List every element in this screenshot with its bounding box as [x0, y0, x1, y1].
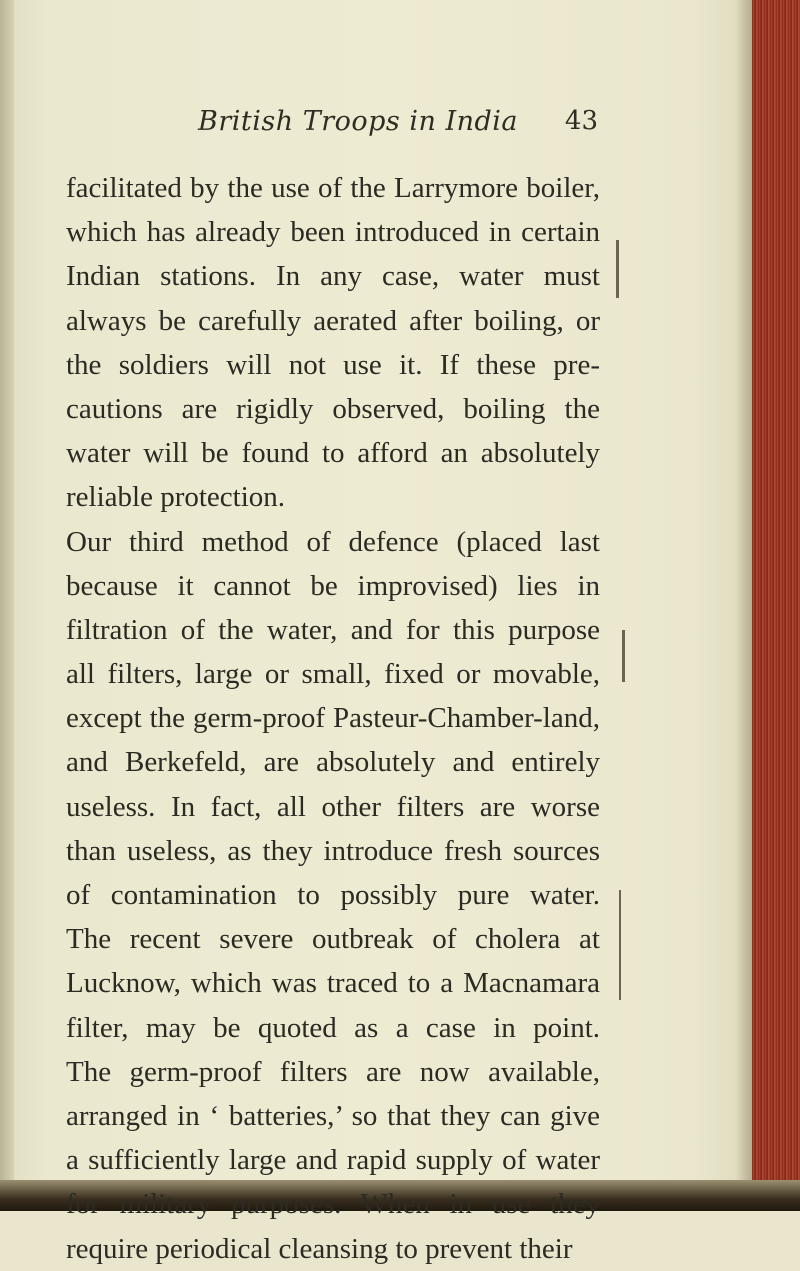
text-line: arranged in ‘ batteries,’ so that they can give	[66, 1099, 600, 1132]
text-line: which has already been introduced in certain	[66, 216, 600, 249]
text-line: The germ-proof filters are now available,	[66, 1055, 600, 1088]
text-line: filter, may be quoted as a case in point.	[66, 1011, 600, 1044]
text-line: for military purposes. When in use they	[66, 1188, 600, 1221]
text-line: and Berkefeld, are absolutely and entirely	[66, 746, 600, 779]
body-text	[66, 166, 600, 1271]
running-title: British Troops in India	[198, 106, 519, 137]
book-page-edges	[752, 0, 800, 1211]
text-line: the soldiers will not use it. If these pre-	[66, 348, 600, 381]
text-line: Indian stations. In any case, water must	[66, 260, 600, 293]
running-head	[170, 106, 600, 146]
text-line: filtration of the water, and for this purpose	[66, 613, 600, 646]
text-line: all filters, large or small, fixed or movable,	[66, 658, 600, 691]
page-number: 43	[564, 106, 598, 136]
show-through-mark	[622, 630, 625, 682]
text-line: reliable protection.	[66, 481, 286, 514]
page-gutter	[0, 0, 14, 1211]
text-line: always be carefully aerated after boiling, or	[66, 304, 600, 337]
text-line: a sufficiently large and rapid supply of water	[66, 1144, 600, 1177]
text-line: Lucknow, which was traced to a Macnamara	[66, 967, 600, 1000]
show-through-mark	[616, 240, 619, 298]
show-through-mark	[619, 890, 621, 1000]
paragraph-start-line: Our third method of defence (placed last	[66, 525, 600, 558]
text-line: facilitated by the use of the Larrymore boiler,	[66, 172, 600, 204]
text-line: than useless, as they introduce fresh sources	[66, 834, 600, 867]
text-line: of contamination to possibly pure water.	[66, 879, 600, 911]
text-line: cautions are rigidly observed, boiling the	[66, 392, 600, 425]
text-line: require periodical cleansing to prevent their	[66, 1232, 573, 1265]
text-line: The recent severe outbreak of cholera at	[66, 923, 600, 956]
text-line: except the germ-proof Pasteur-Chamber-land,	[66, 702, 600, 735]
text-line: water will be found to afford an absolutely	[66, 437, 600, 470]
text-line: useless. In fact, all other filters are worse	[66, 790, 600, 823]
text-line: because it cannot be improvised) lies in	[66, 569, 600, 602]
